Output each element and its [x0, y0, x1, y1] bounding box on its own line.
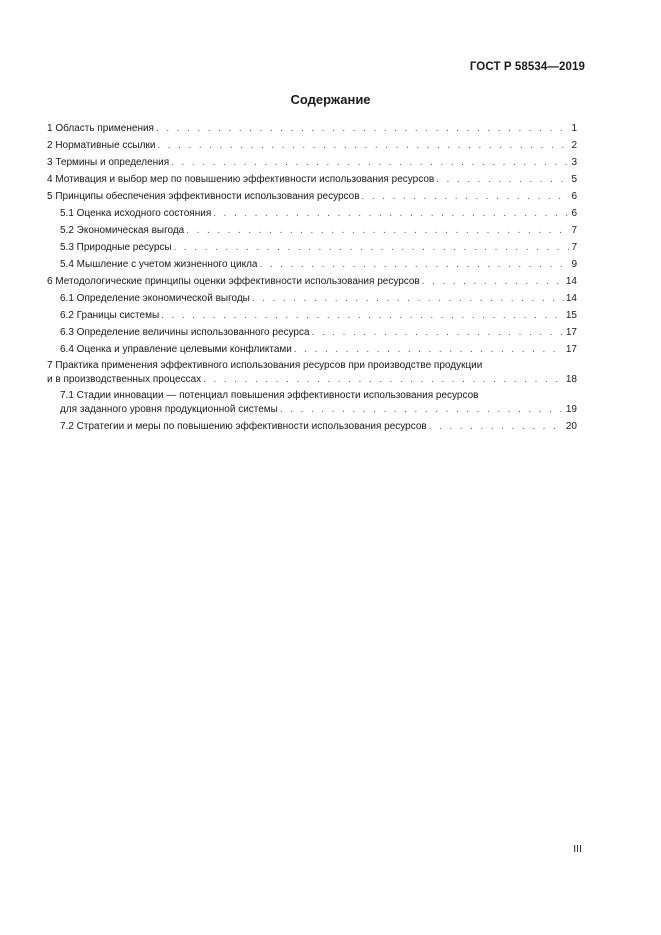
toc-entry-text: 3 Термины и определения — [47, 157, 170, 168]
toc-entry-text-continued: и в производственных процессах — [47, 374, 202, 385]
toc-entry-5-2[interactable] — [47, 222, 577, 239]
toc-entry-7-1-line-1[interactable] — [47, 388, 577, 403]
toc-page-number: 7 — [571, 242, 577, 253]
toc-entry-1[interactable] — [47, 120, 577, 137]
toc-entry-6-1[interactable] — [47, 290, 577, 307]
toc-page-number: 9 — [571, 259, 577, 270]
toc-page-number: 6 — [571, 208, 577, 219]
dot-leader — [161, 307, 564, 324]
toc-entry-text: 6.2 Границы системы — [60, 310, 160, 321]
toc-entry-text: 6.4 Оценка и управление целевыми конфликтами — [60, 344, 292, 355]
toc-entry-text: 7.2 Стратегии и меры по повышению эффективности использования ресурсов — [60, 421, 427, 432]
toc-entry-text-continued: для заданного уровня продукционной системы — [60, 404, 278, 415]
toc-entry-text: 4 Мотивация и выбор мер по повышению эффективности использования ресурсов — [47, 174, 435, 185]
toc-entry-text: 2 Нормативные ссылки — [47, 140, 156, 151]
toc-entry-5-4[interactable] — [47, 256, 577, 273]
toc-entry-6-3[interactable] — [47, 324, 577, 341]
toc-entry-text: 7 Практика применения эффективного использования ресурсов при производстве продукции — [47, 360, 483, 371]
toc-page-number: 7 — [571, 225, 577, 236]
dot-leader — [280, 403, 564, 417]
toc-entry-text: 6.3 Определение величины использованного ресурса — [60, 327, 310, 338]
toc-entry-4[interactable] — [47, 171, 577, 188]
dot-leader — [312, 324, 564, 341]
dot-leader — [171, 154, 569, 171]
dot-leader — [252, 290, 564, 307]
toc-page-number: 14 — [565, 293, 577, 304]
toc-entry-6-2[interactable] — [47, 307, 577, 324]
toc-entry-5[interactable] — [47, 188, 577, 205]
toc-page-number: 18 — [565, 374, 577, 385]
toc-entry-3[interactable] — [47, 154, 577, 171]
standard-code: ГОСТ Р 58534—2019 — [469, 61, 585, 73]
dot-leader — [362, 188, 570, 205]
toc-page-number: 15 — [565, 310, 577, 321]
toc-entry-text: 6.1 Определение экономической выгоды — [60, 293, 250, 304]
toc-entry-7-line-1[interactable] — [47, 358, 577, 373]
toc-entry-text: 7.1 Стадии инновации — потенциал повышения эффективности использования ресурсов — [60, 390, 479, 401]
toc-entry-7-line-2[interactable] — [47, 373, 577, 388]
toc-entry-7-1-line-2[interactable] — [47, 403, 577, 418]
toc-page-number: 17 — [565, 344, 577, 355]
dot-leader — [203, 373, 564, 387]
dot-leader — [156, 120, 569, 137]
dot-leader — [186, 222, 569, 239]
dot-leader — [157, 137, 569, 154]
dot-leader — [259, 256, 569, 273]
toc-entry-5-1[interactable] — [47, 205, 577, 222]
toc-entry-text: 5.4 Мышление с учетом жизненного цикла — [60, 259, 258, 270]
dot-leader — [436, 171, 569, 188]
toc-page-number: 6 — [571, 191, 577, 202]
toc-entry-7-2[interactable] — [47, 418, 577, 435]
dot-leader — [422, 273, 564, 290]
toc-entry-2[interactable] — [47, 137, 577, 154]
toc-entry-text: 5 Принципы обеспечения эффективности использования ресурсов — [47, 191, 360, 202]
toc-entry-6[interactable] — [47, 273, 577, 290]
toc-page-number: 1 — [571, 123, 577, 134]
toc-entry-text: 5.1 Оценка исходного состояния — [60, 208, 212, 219]
toc-entry-text: 5.2 Экономическая выгода — [60, 225, 185, 236]
toc-page-number: 19 — [565, 404, 577, 415]
page-title: Содержание — [290, 92, 371, 107]
toc-page-number: 17 — [565, 327, 577, 338]
dot-leader — [294, 341, 564, 358]
toc-page-number: 3 — [571, 157, 577, 168]
dot-leader — [429, 418, 564, 435]
toc-page-number: 20 — [565, 421, 577, 432]
page-number-footer: III — [573, 843, 582, 855]
toc-entry-text: 6 Методологические принципы оценки эффективности использования ресурсов — [47, 276, 420, 287]
toc-page-number: 5 — [571, 174, 577, 185]
dot-leader — [213, 205, 569, 222]
table-of-contents — [47, 120, 577, 435]
toc-page-number: 14 — [565, 276, 577, 287]
toc-entry-text: 5.3 Природные ресурсы — [60, 242, 172, 253]
dot-leader — [174, 239, 570, 256]
toc-entry-5-3[interactable] — [47, 239, 577, 256]
toc-entry-text: 1 Область применения — [47, 123, 154, 134]
toc-entry-6-4[interactable] — [47, 341, 577, 358]
toc-page-number: 2 — [571, 140, 577, 151]
